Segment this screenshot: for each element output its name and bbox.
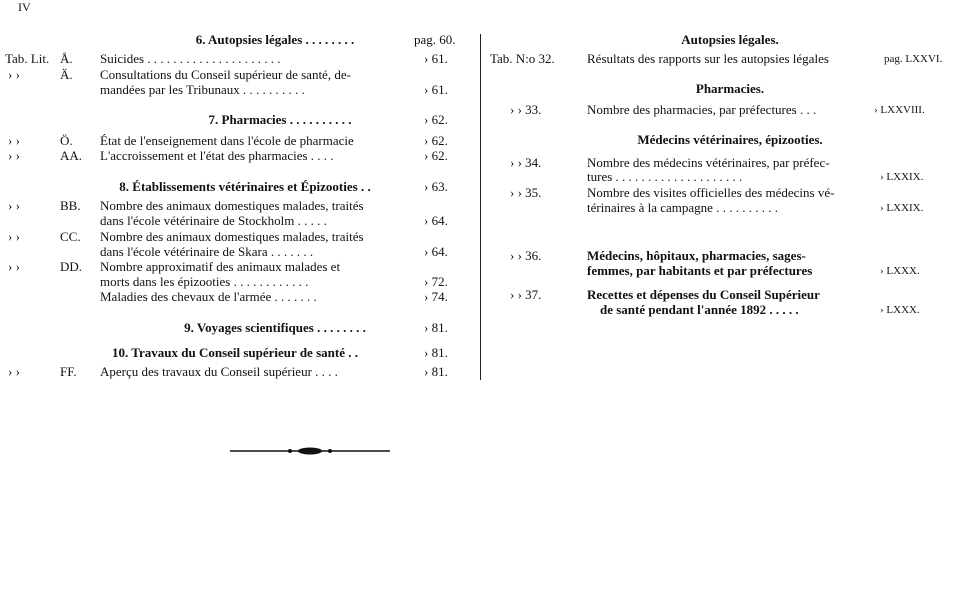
row-ref: pag. LXXVI.	[884, 53, 943, 65]
row-prefix: › › 34.	[510, 155, 542, 170]
section-heading-veterinary: 8. Établissements vétérinaires et Épizooties . .	[119, 179, 371, 194]
table-code: CC.	[60, 229, 81, 244]
entry-ref: › 61.	[424, 51, 448, 66]
entry-text: Suicides . . . . . . . . . . . . . . . . . . . . .	[100, 51, 281, 66]
row-ref: › LXXVIII.	[874, 104, 925, 116]
section-ref: › 62.	[424, 112, 448, 127]
heading-autopsies: Autopsies légales.	[681, 32, 779, 47]
table-code: DD.	[60, 259, 83, 274]
table-code: Å.	[60, 51, 73, 66]
section-heading-pharmacies: 7. Pharmacies . . . . . . . . . .	[208, 112, 352, 127]
entry-text: Nombre des animaux domestiques malades, traités	[100, 198, 364, 213]
row-text: Nombre des pharmacies, par préfectures . . .	[587, 102, 817, 117]
table-prefix: › ›	[8, 364, 20, 379]
row-prefix: Tab. N:o 32.	[490, 51, 555, 66]
entry-text: État de l'enseignement dans l'école de pharmacie	[100, 133, 354, 148]
heading-pharmacies: Pharmacies.	[695, 81, 765, 96]
entry-ref: › 64.	[424, 244, 448, 259]
row-ref: › LXXIX.	[880, 202, 924, 214]
entry-text-cont: morts dans les épizooties . . . . . . . . . . . .	[100, 274, 309, 289]
table-prefix: › ›	[8, 133, 20, 148]
table-prefix: › ›	[8, 198, 20, 213]
section-ref: › 63.	[424, 179, 448, 194]
row-text: Médecins, hôpitaux, pharmacies, sages-	[587, 248, 806, 263]
row-text-cont: femmes, par habitants et par préfectures	[587, 263, 813, 278]
table-code: BB.	[60, 198, 81, 213]
entry-text: Nombre approximatif des animaux malades et	[100, 259, 341, 274]
row-text: Résultats des rapports sur les autopsies légales	[587, 51, 829, 66]
column-divider	[480, 34, 481, 380]
entry-ref: › 62.	[424, 148, 448, 163]
table-code: Ä.	[60, 67, 73, 82]
page-number: IV	[18, 0, 31, 14]
row-ref: › LXXX.	[880, 265, 920, 277]
row-prefix: › › 33.	[510, 102, 542, 117]
section-ref: › 81.	[424, 345, 448, 360]
entry-text: Consultations du Conseil supérieur de santé, de-	[100, 67, 351, 82]
table-prefix: › ›	[8, 67, 20, 82]
entry-ref: › 72.	[424, 274, 448, 289]
section-heading-travaux: 10. Travaux du Conseil supérieur de santé . .	[112, 345, 358, 360]
table-code: FF.	[60, 364, 77, 379]
table-code: Ö.	[60, 133, 73, 148]
table-code: AA.	[60, 148, 83, 163]
entry-ref: › 64.	[424, 213, 448, 228]
table-prefix: Tab. Lit.	[5, 51, 50, 66]
section-ref: › 81.	[424, 320, 448, 335]
section-ref: pag. 60.	[414, 32, 456, 47]
section-heading-voyages: 9. Voyages scientifiques . . . . . . . .	[184, 320, 366, 335]
entry-text: Aperçu des travaux du Conseil supérieur . . . .	[100, 364, 338, 379]
row-text: Nombre des médecins vétérinaires, par préfec-	[587, 155, 830, 170]
entry-text: Nombre des animaux domestiques malades, traités	[100, 229, 364, 244]
row-text-cont: de santé pendant l'année 1892 . . . . .	[600, 302, 799, 317]
table-prefix: › ›	[8, 148, 20, 163]
row-text: Nombre des visites officielles des médecins vé-	[587, 185, 835, 200]
heading-veterinarians: Médecins vétérinaires, épizooties.	[637, 132, 823, 147]
section-heading-autopsies: 6. Autopsies légales . . . . . . . .	[195, 32, 355, 47]
row-text: Recettes et dépenses du Conseil Supérieur	[587, 287, 820, 302]
entry-text: L'accroissement et l'état des pharmacies . . . .	[100, 148, 334, 163]
entry-text-cont: dans l'école vétérinaire de Skara . . . . . . .	[100, 244, 314, 259]
table-prefix: › ›	[8, 229, 20, 244]
entry-ref: › 62.	[424, 133, 448, 148]
entry-ref: › 81.	[424, 364, 448, 379]
table-prefix: › ›	[8, 259, 20, 274]
row-ref: › LXXX.	[880, 304, 920, 316]
row-text-cont: térinaires à la campagne . . . . . . . . . .	[587, 200, 778, 215]
ornament-rule	[230, 447, 390, 455]
row-ref: › LXXIX.	[880, 171, 924, 183]
entry-text-cont: dans l'école vétérinaire de Stockholm . . . . .	[100, 213, 327, 228]
entry-ref: › 61.	[424, 82, 448, 97]
row-text-cont: tures . . . . . . . . . . . . . . . . . . . .	[587, 169, 743, 184]
entry-text-cont: mandées par les Tribunaux . . . . . . . . . .	[100, 82, 305, 97]
entry-text-cont: Maladies des chevaux de l'armée . . . . . . .	[100, 289, 317, 304]
row-prefix: › › 35.	[510, 185, 542, 200]
row-prefix: › › 36.	[510, 248, 542, 263]
entry-ref: › 74.	[424, 289, 448, 304]
row-prefix: › › 37.	[510, 287, 542, 302]
